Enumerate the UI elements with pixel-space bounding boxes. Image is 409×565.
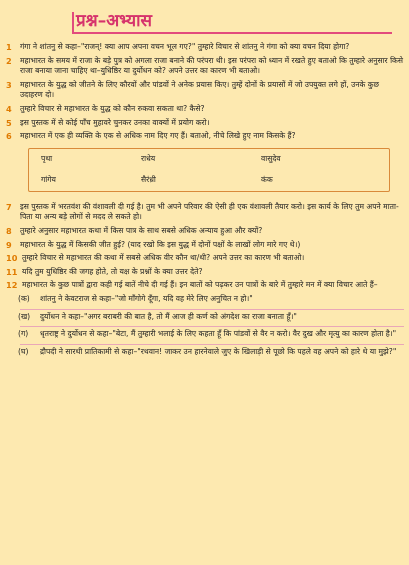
question-text: इस पुस्तक में से कोई पाँच मुहावरे चुनकर उनका वाक्यों में प्रयोग करो। <box>20 117 210 127</box>
question-item <box>6 226 404 237</box>
question-text: गंगा ने शांतनु से कहा–"राजन्! क्या आप अपना वचन भूल गए?" तुम्हारे विचार से शांतनु ने गंगा को क्या वचन दिया होगा? <box>20 42 350 51</box>
name-cell: पृथा <box>41 154 53 164</box>
sub-item-label: (घ) <box>18 346 29 356</box>
question-text: इस पुस्तक में भरतवंश की वंशावली दी गई है। तुम भी अपने परिवार की ऐसी ही एक वंशावली तैयार करो। इस कार्य के लिए तुम अपने माता-पिता या अन्य बड़े लोगों से मदद ले सकते हो। <box>20 201 399 222</box>
question-text: महाभारत के कुछ पात्रों द्वारा कही गई बातें नीचे दी गई हैं। इन बातों को पढ़कर उन पात्रों के बारे में तुम्हारे मन में क्या विचार आते हैं– <box>22 280 378 290</box>
question-text: तुम्हारे विचार से महाभारत के युद्ध को कौन रुकवा सकता था? कैसे? <box>20 103 205 113</box>
question-text: महाभारत के युद्ध में किसकी जीत हुई? (याद रखो कि इस युद्ध में दोनों पक्षों के लाखों लोग मारे गए थे।) <box>20 239 301 249</box>
name-cell: वासुदेव <box>261 154 281 164</box>
question-number: 12 <box>6 280 18 291</box>
name-cell: कंक <box>261 175 273 185</box>
sub-item-text: दुर्योधन ने कहा–"अगर बराबरी की बात है, तो मैं आज ही कर्ण को अंगदेश का राजा बनाता हूँ।" <box>40 311 297 321</box>
question-number: 4 <box>6 103 12 114</box>
question-number: 10 <box>6 253 18 264</box>
title-underline <box>72 32 392 34</box>
sub-item-text: द्रौपदी ने सारथी प्रातिकामी से कहा–"रथवान! जाकर उन हारनेवाले जुए के खिलाड़ी से पूछो कि पहले वह अपने को हारे थे या मुझे?" <box>40 346 397 356</box>
divider <box>20 326 404 327</box>
sub-item-label: (ग) <box>18 329 29 339</box>
name-cell: सैरंध्री <box>141 175 156 185</box>
question-text: महाभारत में एक ही व्यक्ति के एक से अधिक नाम दिए गए हैं। बताओ, नीचे लिखे हुए नाम किसके हैं? <box>20 131 296 141</box>
page-title: प्रश्न–अभ्यास <box>76 11 153 31</box>
sub-item-label: (ख) <box>18 311 31 321</box>
question-item <box>6 267 404 278</box>
question-item <box>6 253 404 264</box>
sub-item-text: शांतनु ने केवटराज से कहा–"जो माँगोगे दूँगा, यदि वह मेरे लिए अनुचित न हो।" <box>40 293 253 303</box>
question-number: 11 <box>6 266 18 277</box>
question-list <box>6 42 404 361</box>
question-item <box>6 118 404 129</box>
title-block <box>76 8 326 38</box>
question-text: तुम्हारे अनुसार महाभारत कथा में किस पात्र के साथ सबसे अधिक अन्याय हुआ और क्यों? <box>20 225 263 235</box>
question-item <box>6 80 404 101</box>
question-number: 3 <box>6 79 12 90</box>
question-item <box>6 131 404 142</box>
sub-item <box>6 329 404 340</box>
question-number: 8 <box>6 225 12 236</box>
divider <box>20 309 404 310</box>
question-item <box>6 280 404 291</box>
question-number: 9 <box>6 239 12 250</box>
question-number: 6 <box>6 131 12 142</box>
question-item <box>6 240 404 251</box>
question-text: महाभारत के समय में राजा के बड़े पुत्र को अगला राजा बनाने की परंपरा थी। इस परंपरा को ध्यान में रखते हुए बताओ कि तुम्हारे अनुसार किसे राजा बनाया जाना चाहिए था–युधिष्ठिर या दुर्योधन को? अपने उत्तर का कारण भी बताओ। <box>20 55 403 76</box>
question-text: तुम्हारे विचार से महाभारत की कथा में सबसे अधिक वीर कौन था/थी? अपने उत्तर का कारण भी बताओ। <box>22 253 305 263</box>
question-item <box>6 42 404 53</box>
sub-item-label: (क) <box>18 293 30 303</box>
question-text: यदि तुम युधिष्ठिर की जगह होते, तो यक्ष के प्रश्नों के क्या उत्तर देते? <box>22 266 203 276</box>
name-cell: राधेय <box>141 154 156 164</box>
question-number: 7 <box>6 201 12 212</box>
name-cell: गांगेय <box>41 175 56 185</box>
sub-item <box>6 294 404 305</box>
question-item <box>6 104 404 115</box>
sub-item <box>6 347 404 358</box>
divider <box>20 344 404 345</box>
question-text: महाभारत के युद्ध को जीतने के लिए कौरवों और पांडवों ने अनेक प्रयास किए। तुम्हें दोनों के प्रयासों में जो उपयुक्त लगे हों, उनके कुछ उदाहरण दो। <box>20 79 379 100</box>
title-decoration <box>72 12 74 34</box>
question-number: 1 <box>6 42 12 52</box>
question-number: 2 <box>6 55 12 66</box>
question-item <box>6 202 404 223</box>
question-item <box>6 56 404 77</box>
sub-item <box>6 312 404 323</box>
question-number: 5 <box>6 117 12 128</box>
sub-item-text: धृतराष्ट्र ने दुर्योधन से कहा–"बेटा, मैं तुम्हारी भलाई के लिए कहता हूँ कि पांडवों से वैर न करो। वैर दुख और मृत्यु का कारण होता है।" <box>40 329 397 339</box>
names-box <box>28 148 390 192</box>
